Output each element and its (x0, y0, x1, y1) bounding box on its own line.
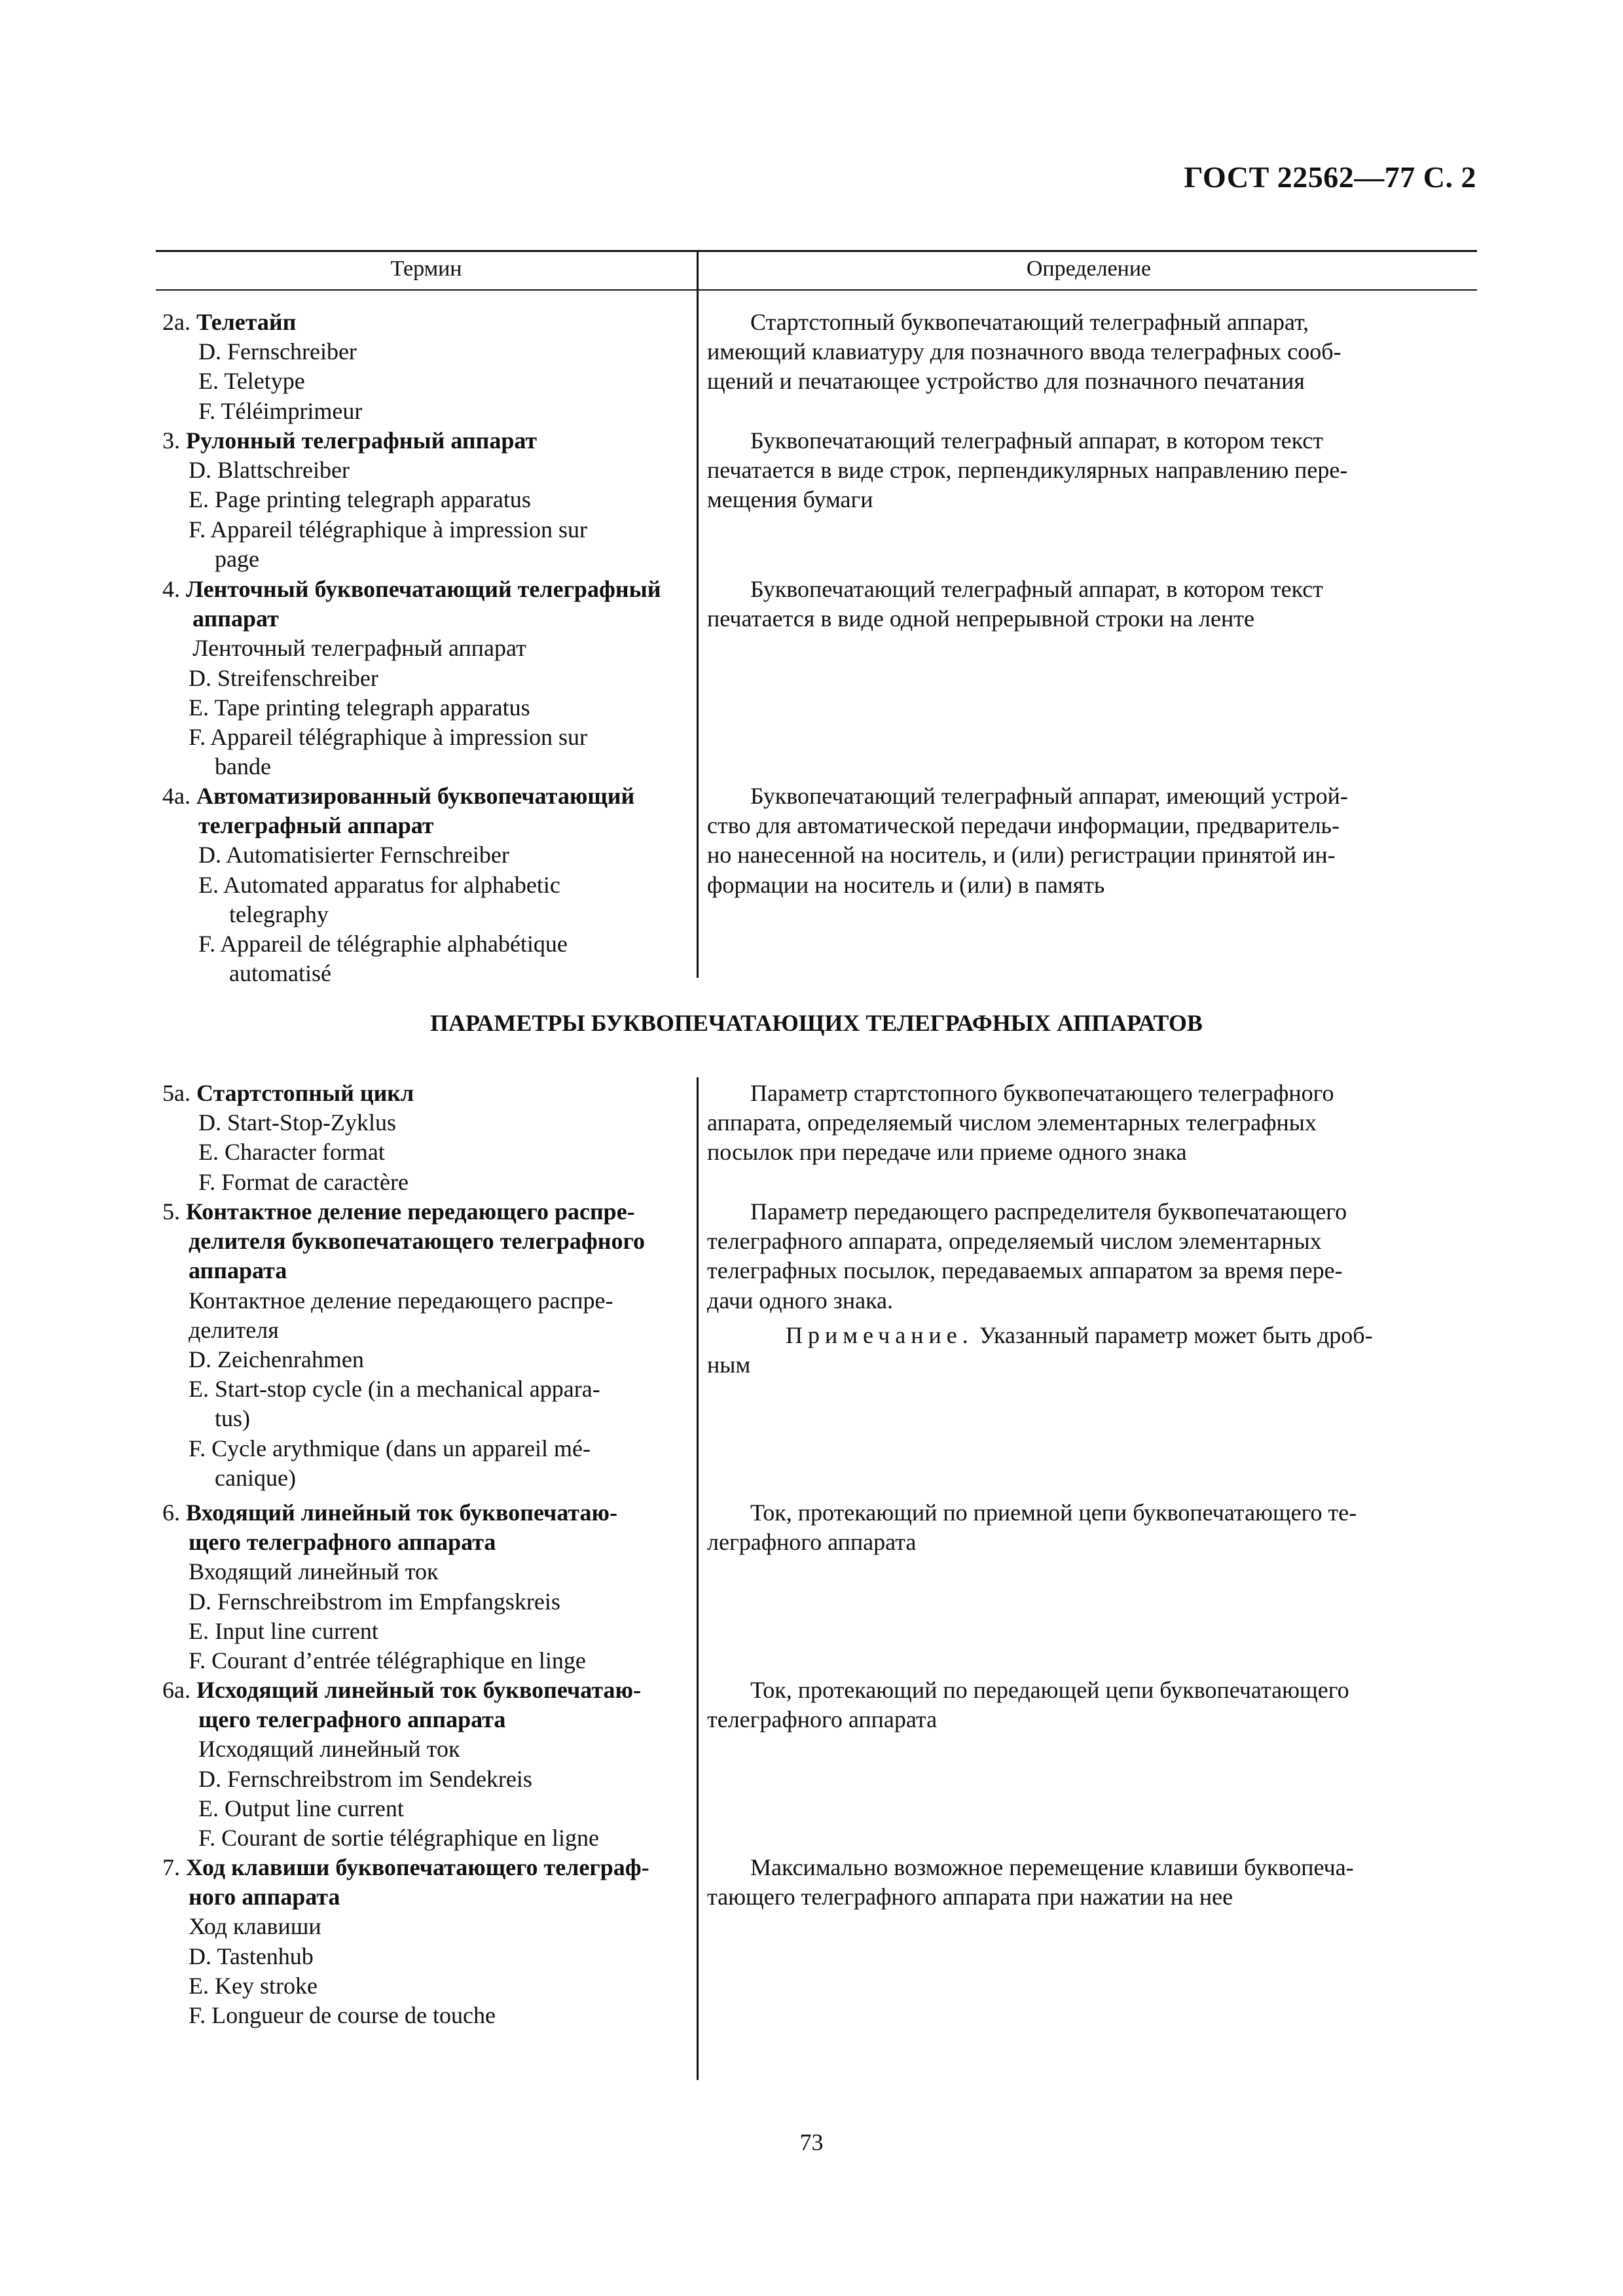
term-title: Телетайп (196, 309, 297, 335)
term-en: E. Input line current (189, 1617, 378, 1644)
definition-line: телеграфных посылок, передаваемых аппаратом за время пере- (707, 1257, 1343, 1284)
term-title: Рулонный телеграфный аппарат (186, 427, 538, 454)
term-entry-6a (156, 1676, 693, 1853)
term-title-cont: ного аппарата (189, 1884, 340, 1910)
definition-5 (707, 1197, 1477, 1380)
term-synonym: Исходящий линейный ток (198, 1736, 460, 1763)
term-fr: F. Appareil télégraphique à impression sur (189, 516, 587, 543)
term-en: E. Start-stop cycle (in a mechanical appara- (189, 1376, 600, 1403)
definition-6a (707, 1676, 1477, 1734)
definition-line: посылок при передаче или приеме одного знака (707, 1139, 1187, 1166)
term-title-cont: аппарат (192, 605, 279, 632)
note-label: Примечание. (786, 1321, 974, 1348)
term-de: D. Zeichenrahmen (189, 1346, 364, 1373)
term-en: E. Output line current (198, 1795, 404, 1821)
term-de: D. Fernschreibstrom im Empfangskreis (189, 1588, 560, 1615)
term-fr: F. Appareil de télégraphie alphabétique (198, 931, 568, 958)
definition-line: телеграфного аппарата (707, 1706, 938, 1733)
definition-line: Буквопечатающий телеграфный аппарат, в котором текст (750, 576, 1323, 602)
definition-7 (707, 1853, 1477, 1912)
term-number: 2а. (162, 309, 191, 335)
definition-line: печатается в виде строк, перпендикулярных направлению пере- (707, 457, 1348, 484)
term-fr: F. Téléimprimeur (198, 397, 363, 424)
term-title-cont: делителя буквопечатающего телеграфного (189, 1228, 645, 1255)
note (707, 1321, 1477, 1350)
term-fr: F. Courant d’entrée télégraphique en linge (189, 1647, 586, 1674)
term-fr-cont: automatisé (229, 960, 331, 987)
definition-line: мещения бумаги (707, 486, 873, 513)
definition-line: Параметр стартстопного буквопечатающего телеграфного (750, 1080, 1334, 1106)
term-de: D. Streifenschreiber (189, 664, 378, 691)
term-fr: F. Format de caractère (198, 1168, 409, 1195)
note-text: Указанный параметр может быть дроб- (973, 1321, 1373, 1348)
term-number: 6. (162, 1499, 180, 1526)
column-divider (697, 1077, 699, 2080)
term-title: Контактное деление передающего распре- (186, 1198, 635, 1225)
definition-column-header: Определение (1026, 257, 1152, 281)
definition-2a (707, 308, 1477, 397)
term-number: 7. (162, 1854, 180, 1880)
term-fr-cont: canique) (215, 1464, 296, 1491)
definition-line: ство для автоматической передачи информации, предваритель- (707, 812, 1340, 839)
definition-4 (707, 575, 1477, 634)
term-de: D. Tastenhub (189, 1943, 314, 1969)
definition-3 (707, 426, 1477, 515)
definition-line: но нанесенной на носитель, и (или) регистрации принятой ин- (707, 842, 1336, 869)
term-title: Автоматизированный буквопечатающий (196, 783, 635, 809)
term-number: 4а. (162, 783, 191, 809)
term-number: 5. (162, 1198, 180, 1225)
term-entry-7 (156, 1853, 693, 2030)
term-en-cont: tus) (215, 1405, 250, 1432)
definition-line: Буквопечатающий телеграфный аппарат, в котором текст (750, 427, 1323, 454)
term-entry-5 (156, 1197, 693, 1493)
definition-line: Максимально возможное перемещение клавиши буквопеча- (750, 1854, 1354, 1880)
term-fr-cont: page (215, 545, 259, 572)
definition-line: имеющий клавиатуру для позначного ввода телеграфных сооб- (707, 338, 1341, 365)
term-en: E. Tape printing telegraph apparatus (189, 694, 530, 721)
definition-4a (707, 781, 1477, 900)
term-entry-2a (156, 308, 693, 426)
term-synonym: Ход клавиши (189, 1913, 321, 1940)
term-number: 3. (162, 427, 180, 454)
term-en: E. Teletype (198, 368, 305, 395)
term-title-cont: щего телеграфного аппарата (198, 1706, 506, 1733)
term-title-cont: аппарата (189, 1257, 287, 1284)
note-cont: ным (707, 1352, 751, 1378)
page-number: 73 (799, 2129, 824, 2155)
term-fr: F. Cycle arythmique (dans un appareil mé- (189, 1435, 591, 1462)
table-header-rule (156, 289, 1477, 291)
term-title: Ход клавиши буквопечатающего телеграф- (186, 1854, 649, 1880)
document-code-header: ГОСТ 22562—77 С. 2 (1184, 160, 1476, 194)
definition-line: дачи одного знака. (707, 1287, 894, 1314)
term-entry-3 (156, 426, 693, 574)
definition-5a (707, 1079, 1477, 1168)
definition-line: Стартстопный буквопечатающий телеграфный аппарат, (750, 309, 1309, 335)
term-synonym: Контактное деление передающего распре- (189, 1287, 613, 1314)
term-de: D. Automatisierter Fernschreiber (198, 842, 509, 869)
definition-line: щений и печатающее устройство для позначного печатания (707, 368, 1305, 395)
term-entry-6 (156, 1498, 693, 1676)
term-en-cont: telegraphy (229, 901, 329, 927)
term-number: 4. (162, 576, 180, 602)
definition-line: Ток, протекающий по передающей цепи буквопечатающего (750, 1677, 1349, 1703)
term-en: E. Automated apparatus for alphabetic (198, 871, 560, 898)
term-column-header: Термин (390, 257, 462, 281)
section-title: ПАРАМЕТРЫ БУКВОПЕЧАТАЮЩИХ ТЕЛЕГРАФНЫХ АППАРАТОВ (430, 1010, 1203, 1036)
term-synonym-cont: делителя (189, 1316, 279, 1343)
term-synonym: Входящий линейный ток (189, 1558, 439, 1585)
term-de: D. Fernschreiber (198, 338, 357, 365)
term-en: E. Key stroke (189, 1972, 318, 1999)
term-de: D. Blattschreiber (189, 457, 350, 484)
definition-line: аппарата, определяемый числом элементарных телеграфных (707, 1109, 1317, 1136)
term-title: Ленточный буквопечатающий телеграфный (186, 576, 661, 602)
term-synonym: Ленточный телеграфный аппарат (192, 635, 526, 662)
term-entry-4a (156, 781, 693, 988)
term-fr: F. Longueur de course de touche (189, 2002, 496, 2029)
term-fr-cont: bande (215, 753, 271, 780)
term-entry-4 (156, 575, 693, 781)
term-number: 6а. (162, 1677, 191, 1703)
term-en: E. Character format (198, 1139, 385, 1166)
term-number: 5а. (162, 1080, 191, 1106)
definition-line: тающего телеграфного аппарата при нажатии на нее (707, 1884, 1233, 1910)
definition-line: Параметр передающего распределителя буквопечатающего (750, 1198, 1347, 1225)
definition-line: печатается в виде одной непрерывной строки на ленте (707, 605, 1254, 632)
term-de: D. Fernschreibstrom im Sendekreis (198, 1765, 532, 1792)
term-en: E. Page printing telegraph apparatus (189, 486, 531, 513)
table-top-rule (156, 250, 1477, 252)
term-de: D. Start-Stop-Zyklus (198, 1109, 396, 1136)
term-fr: F. Appareil télégraphique à impression sur (189, 724, 587, 751)
definition-line: Буквопечатающий телеграфный аппарат, имеющий устрой- (750, 783, 1348, 809)
term-entry-5a (156, 1079, 693, 1197)
term-title: Стартстопный цикл (196, 1080, 414, 1106)
definition-6 (707, 1498, 1477, 1557)
definition-line: леграфного аппарата (707, 1529, 917, 1556)
definition-line: Ток, протекающий по приемной цепи буквопечатающего те- (750, 1499, 1357, 1526)
term-title: Входящий линейный ток буквопечатаю- (186, 1499, 618, 1526)
column-divider (697, 250, 699, 978)
term-title-cont: щего телеграфного аппарата (189, 1529, 496, 1556)
term-fr: F. Courant de sortie télégraphique en ligne (198, 1825, 599, 1852)
definition-line: телеграфного аппарата, определяемый числом элементарных (707, 1228, 1322, 1255)
term-title-cont: телеграфный аппарат (198, 812, 434, 839)
definition-line: формации на носитель и (или) в память (707, 871, 1105, 898)
term-title: Исходящий линейный ток буквопечатаю- (196, 1677, 641, 1703)
